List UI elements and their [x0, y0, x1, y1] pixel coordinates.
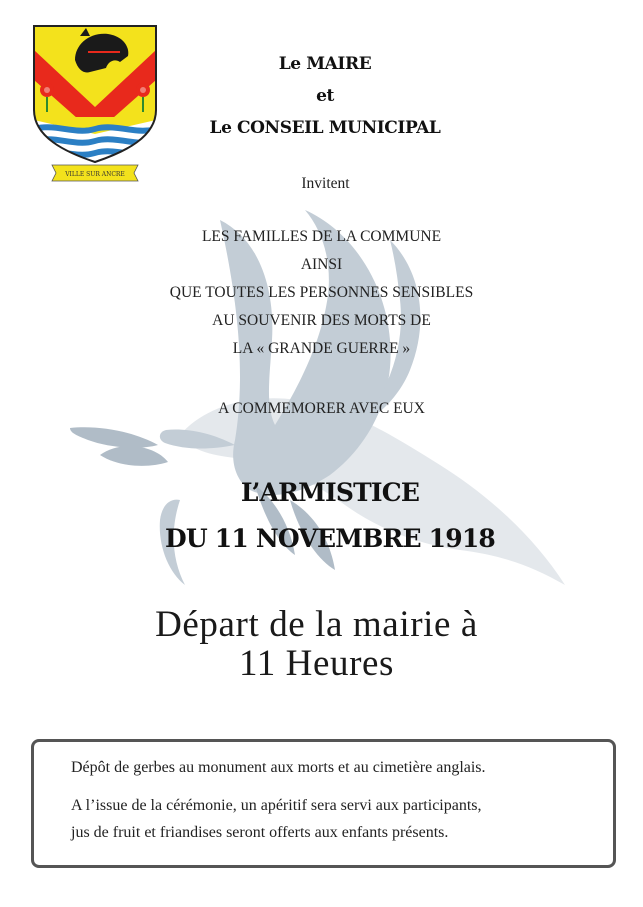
- event-title-line-1: L’ARMISTICE: [240, 478, 420, 507]
- invite-line-2: AINSI: [300, 256, 343, 273]
- invite-line-3: QUE TOUTES LES PERSONNES SENSIBLES: [169, 284, 474, 301]
- commemorate-line: A COMMEMORER AVEC EUX: [218, 400, 425, 417]
- departure-line-1: Départ de la mairie à: [155, 604, 478, 645]
- info-line-2: A l’issue de la cérémonie, un apéritif sera servi aux participants,: [71, 797, 482, 814]
- departure-line-2: 11 Heures: [238, 643, 395, 684]
- info-line-3: jus de fruit et friandises seront offerts aux enfants présents.: [71, 824, 449, 841]
- header-line-et: et: [316, 86, 334, 106]
- header-line-maire: Le MAIRE: [278, 54, 372, 74]
- header-line-conseil: Le CONSEIL MUNICIPAL: [209, 118, 441, 138]
- crest-banner-text: VILLE SUR ANCRE: [65, 171, 125, 178]
- invite-line-1: LES FAMILLES DE LA COMMUNE: [201, 228, 442, 245]
- invite-line-4: AU SOUVENIR DES MORTS DE: [212, 312, 431, 329]
- invite-verb: Invitent: [301, 175, 350, 192]
- town-crest-icon: [30, 22, 160, 182]
- info-line-1: Dépôt de gerbes au monument aux morts et au cimetière anglais.: [71, 759, 486, 776]
- event-title-line-2: DU 11 NOVEMBRE 1918: [164, 524, 496, 553]
- invite-line-5: LA « GRANDE GUERRE »: [232, 340, 411, 357]
- info-box: [31, 739, 616, 868]
